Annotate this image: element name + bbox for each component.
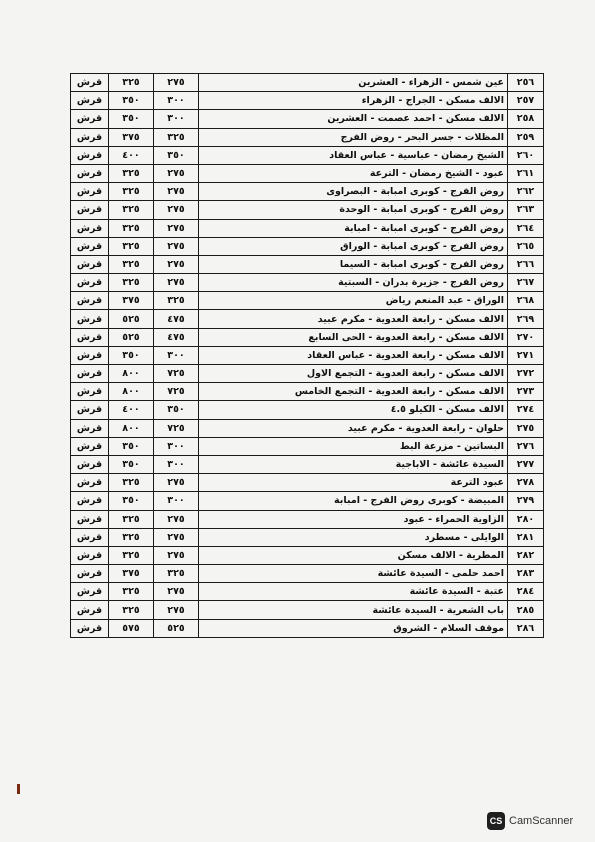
- route-cell: الشيخ رمضان - عباسية - عباس العقاد: [199, 146, 508, 164]
- line-number-cell: ٢٨٠: [508, 510, 544, 528]
- fare-b-cell: ٣٢٥: [109, 274, 154, 292]
- fare-b-cell: ٨٠٠: [109, 383, 154, 401]
- table-row: [71, 510, 544, 528]
- currency-cell: قرش: [71, 365, 109, 383]
- table-row: [71, 583, 544, 601]
- fare-b-cell: ٣٢٥: [109, 601, 154, 619]
- currency-cell: قرش: [71, 619, 109, 637]
- table-row: [71, 128, 544, 146]
- route-cell: الالف مسكن - الجراج - الزهراء: [199, 92, 508, 110]
- fare-a-cell: ٢٧٥: [154, 274, 199, 292]
- fare-b-cell: ٣٥٠: [109, 492, 154, 510]
- fare-b-cell: ٣٢٥: [109, 183, 154, 201]
- route-cell: المطرية - الالف مسكن: [199, 546, 508, 564]
- route-cell: روض الفرج - كوبرى امبابة - الوحدة: [199, 201, 508, 219]
- fare-a-cell: ٢٧٥: [154, 601, 199, 619]
- currency-cell: قرش: [71, 583, 109, 601]
- fare-a-cell: ٣٢٥: [154, 128, 199, 146]
- table-row: [71, 255, 544, 273]
- currency-cell: قرش: [71, 292, 109, 310]
- fare-b-cell: ٣٧٥: [109, 292, 154, 310]
- fare-a-cell: ٣٠٠: [154, 346, 199, 364]
- currency-cell: قرش: [71, 419, 109, 437]
- fare-b-cell: ٣٧٥: [109, 128, 154, 146]
- table-row: [71, 92, 544, 110]
- table-row: [71, 346, 544, 364]
- table-row: [71, 565, 544, 583]
- fare-a-cell: ٢٧٥: [154, 74, 199, 92]
- route-cell: الوراق - عبد المنعم رياض: [199, 292, 508, 310]
- table-row: [71, 383, 544, 401]
- line-number-cell: ٢٧٤: [508, 401, 544, 419]
- table-row: [71, 164, 544, 182]
- route-cell: الالف مسكن - احمد عصمت - العشرين: [199, 110, 508, 128]
- currency-cell: قرش: [71, 310, 109, 328]
- fare-b-cell: ٣٢٥: [109, 201, 154, 219]
- fare-b-cell: ٤٠٠: [109, 146, 154, 164]
- line-number-cell: ٢٦٢: [508, 183, 544, 201]
- currency-cell: قرش: [71, 346, 109, 364]
- line-number-cell: ٢٨٦: [508, 619, 544, 637]
- fare-a-cell: ٢٧٥: [154, 164, 199, 182]
- line-number-cell: ٢٧٩: [508, 492, 544, 510]
- fare-b-cell: ٣٢٥: [109, 528, 154, 546]
- route-cell: روض الفرج - كوبرى امبابة - السيما: [199, 255, 508, 273]
- table-row: [71, 419, 544, 437]
- fare-b-cell: ٣٥٠: [109, 455, 154, 473]
- route-cell: الالف مسكن - رابعة العدوية - التجمع الاول: [199, 365, 508, 383]
- line-number-cell: ٢٥٦: [508, 74, 544, 92]
- fare-a-cell: ٣٥٠: [154, 146, 199, 164]
- currency-cell: قرش: [71, 237, 109, 255]
- line-number-cell: ٢٦٧: [508, 274, 544, 292]
- table-row: [71, 546, 544, 564]
- fare-a-cell: ٤٧٥: [154, 328, 199, 346]
- route-cell: الالف مسكن - رابعة العدوية - التجمع الخامس: [199, 383, 508, 401]
- fare-a-cell: ٣٥٠: [154, 401, 199, 419]
- route-cell: الزاوية الحمراء - عبود: [199, 510, 508, 528]
- line-number-cell: ٢٧١: [508, 346, 544, 364]
- currency-cell: قرش: [71, 601, 109, 619]
- table-row: [71, 110, 544, 128]
- table-row: [71, 74, 544, 92]
- fare-a-cell: ٢٧٥: [154, 546, 199, 564]
- currency-cell: قرش: [71, 201, 109, 219]
- table-row: [71, 292, 544, 310]
- route-cell: السيدة عائشة - الاباجية: [199, 455, 508, 473]
- fare-b-cell: ٥٢٥: [109, 310, 154, 328]
- currency-cell: قرش: [71, 492, 109, 510]
- table-row: [71, 474, 544, 492]
- table-row: [71, 274, 544, 292]
- route-cell: المبيضة - كوبرى روض الفرج - امبابة: [199, 492, 508, 510]
- line-number-cell: ٢٧٦: [508, 437, 544, 455]
- fare-a-cell: ٣٢٥: [154, 565, 199, 583]
- table-row: [71, 183, 544, 201]
- route-cell: الالف مسكن - رابعة العدوية - عباس العقاد: [199, 346, 508, 364]
- line-number-cell: ٢٧٢: [508, 365, 544, 383]
- line-number-cell: ٢٥٩: [508, 128, 544, 146]
- line-number-cell: ٢٦٠: [508, 146, 544, 164]
- currency-cell: قرش: [71, 183, 109, 201]
- route-cell: موقف السلام - الشروق: [199, 619, 508, 637]
- fare-b-cell: ٥٢٥: [109, 328, 154, 346]
- fare-a-cell: ٢٧٥: [154, 583, 199, 601]
- currency-cell: قرش: [71, 110, 109, 128]
- fare-a-cell: ٣٠٠: [154, 110, 199, 128]
- currency-cell: قرش: [71, 164, 109, 182]
- route-cell: عبود الترعة: [199, 474, 508, 492]
- line-number-cell: ٢٨١: [508, 528, 544, 546]
- line-number-cell: ٢٦٥: [508, 237, 544, 255]
- line-number-cell: ٢٨٣: [508, 565, 544, 583]
- route-cell: روض الفرج - كوبرى امبابة - امبابة: [199, 219, 508, 237]
- table-row: [71, 492, 544, 510]
- route-cell: عبود - الشيخ رمضان - الترعة: [199, 164, 508, 182]
- route-cell: روض الفرج - كوبرى امبابة - الوراق: [199, 237, 508, 255]
- currency-cell: قرش: [71, 328, 109, 346]
- currency-cell: قرش: [71, 565, 109, 583]
- table-row: [71, 219, 544, 237]
- route-cell: الالف مسكن - رابعة العدوية - الحى السابع: [199, 328, 508, 346]
- fare-b-cell: ٣٢٥: [109, 219, 154, 237]
- table-row: [71, 237, 544, 255]
- route-cell: باب الشعرية - السيدة عائشة: [199, 601, 508, 619]
- table-row: [71, 146, 544, 164]
- table-row: [71, 201, 544, 219]
- fare-b-cell: ٣٢٥: [109, 474, 154, 492]
- fare-a-cell: ٣٠٠: [154, 92, 199, 110]
- camscanner-brand-text: CamScanner: [509, 815, 574, 827]
- fare-b-cell: ٣٧٥: [109, 565, 154, 583]
- camscanner-watermark: [487, 812, 573, 830]
- currency-cell: قرش: [71, 474, 109, 492]
- table-row: [71, 455, 544, 473]
- route-cell: المظلات - جسر البحر - روض الفرج: [199, 128, 508, 146]
- route-cell: الالف مسكن - رابعة العدوية - مكرم عبيد: [199, 310, 508, 328]
- line-number-cell: ٢٧٨: [508, 474, 544, 492]
- line-number-cell: ٢٦١: [508, 164, 544, 182]
- route-cell: البساتين - مزرعة البط: [199, 437, 508, 455]
- fare-a-cell: ٢٧٥: [154, 219, 199, 237]
- route-cell: الوايلى - مسطرد: [199, 528, 508, 546]
- fare-a-cell: ٧٢٥: [154, 419, 199, 437]
- table-row: [71, 437, 544, 455]
- fare-a-cell: ٢٧٥: [154, 510, 199, 528]
- fare-table-body: [71, 74, 544, 638]
- fare-b-cell: ٣٥٠: [109, 346, 154, 364]
- line-number-cell: ٢٦٩: [508, 310, 544, 328]
- currency-cell: قرش: [71, 455, 109, 473]
- table-row: [71, 619, 544, 637]
- fare-b-cell: ٣٢٥: [109, 237, 154, 255]
- currency-cell: قرش: [71, 528, 109, 546]
- line-number-cell: ٢٨٤: [508, 583, 544, 601]
- currency-cell: قرش: [71, 255, 109, 273]
- camscanner-logo-icon: CS: [487, 812, 505, 830]
- table-row: [71, 401, 544, 419]
- line-number-cell: ٢٧٣: [508, 383, 544, 401]
- fare-a-cell: ٢٧٥: [154, 474, 199, 492]
- line-number-cell: ٢٦٣: [508, 201, 544, 219]
- route-cell: حلوان - رابعة العدوية - مكرم عبيد: [199, 419, 508, 437]
- table-row: [71, 328, 544, 346]
- currency-cell: قرش: [71, 74, 109, 92]
- currency-cell: قرش: [71, 92, 109, 110]
- line-number-cell: ٢٦٨: [508, 292, 544, 310]
- route-cell: الالف مسكن - الكيلو ٤.٥: [199, 401, 508, 419]
- fare-b-cell: ٣٢٥: [109, 164, 154, 182]
- line-number-cell: ٢٨٢: [508, 546, 544, 564]
- line-number-cell: ٢٥٧: [508, 92, 544, 110]
- line-number-cell: ٢٦٤: [508, 219, 544, 237]
- fare-a-cell: ٢٧٥: [154, 528, 199, 546]
- currency-cell: قرش: [71, 383, 109, 401]
- fare-b-cell: ٨٠٠: [109, 419, 154, 437]
- fare-b-cell: ٣٥٠: [109, 92, 154, 110]
- fare-a-cell: ٣٠٠: [154, 437, 199, 455]
- line-number-cell: ٢٦٦: [508, 255, 544, 273]
- fare-b-cell: ٤٠٠: [109, 401, 154, 419]
- line-number-cell: ٢٧٥: [508, 419, 544, 437]
- fare-a-cell: ٤٧٥: [154, 310, 199, 328]
- route-cell: عين شمس - الزهراء - العشرين: [199, 74, 508, 92]
- currency-cell: قرش: [71, 128, 109, 146]
- currency-cell: قرش: [71, 546, 109, 564]
- fare-b-cell: ٣٥٠: [109, 437, 154, 455]
- route-cell: روض الفرج - جزيرة بدران - السبتية: [199, 274, 508, 292]
- line-number-cell: ٢٧٠: [508, 328, 544, 346]
- fare-b-cell: ٣٢٥: [109, 546, 154, 564]
- fare-b-cell: ٥٧٥: [109, 619, 154, 637]
- table-row: [71, 601, 544, 619]
- line-number-cell: ٢٧٧: [508, 455, 544, 473]
- fare-b-cell: ٣٢٥: [109, 510, 154, 528]
- line-number-cell: ٢٨٥: [508, 601, 544, 619]
- fare-a-cell: ٢٧٥: [154, 237, 199, 255]
- fare-table: [70, 73, 544, 638]
- fare-a-cell: ٢٧٥: [154, 255, 199, 273]
- table-row: [71, 528, 544, 546]
- fare-b-cell: ٣٢٥: [109, 74, 154, 92]
- scan-edge-mark: [17, 784, 20, 794]
- table-row: [71, 365, 544, 383]
- fare-a-cell: ٢٧٥: [154, 183, 199, 201]
- fare-a-cell: ٧٢٥: [154, 365, 199, 383]
- fare-a-cell: ٢٧٥: [154, 201, 199, 219]
- fare-b-cell: ٣٥٠: [109, 110, 154, 128]
- currency-cell: قرش: [71, 219, 109, 237]
- route-cell: احمد حلمى - السيدة عائشة: [199, 565, 508, 583]
- route-cell: عتبة - السيدة عائشة: [199, 583, 508, 601]
- fare-a-cell: ٣٠٠: [154, 492, 199, 510]
- table-row: [71, 310, 544, 328]
- fare-a-cell: ٣٢٥: [154, 292, 199, 310]
- line-number-cell: ٢٥٨: [508, 110, 544, 128]
- currency-cell: قرش: [71, 146, 109, 164]
- currency-cell: قرش: [71, 437, 109, 455]
- fare-a-cell: ٣٠٠: [154, 455, 199, 473]
- route-cell: روض الفرج - كوبرى امبابة - البصراوى: [199, 183, 508, 201]
- fare-a-cell: ٧٢٥: [154, 383, 199, 401]
- currency-cell: قرش: [71, 274, 109, 292]
- fare-b-cell: ٣٢٥: [109, 255, 154, 273]
- fare-b-cell: ٨٠٠: [109, 365, 154, 383]
- currency-cell: قرش: [71, 401, 109, 419]
- fare-a-cell: ٥٢٥: [154, 619, 199, 637]
- fare-b-cell: ٣٢٥: [109, 583, 154, 601]
- currency-cell: قرش: [71, 510, 109, 528]
